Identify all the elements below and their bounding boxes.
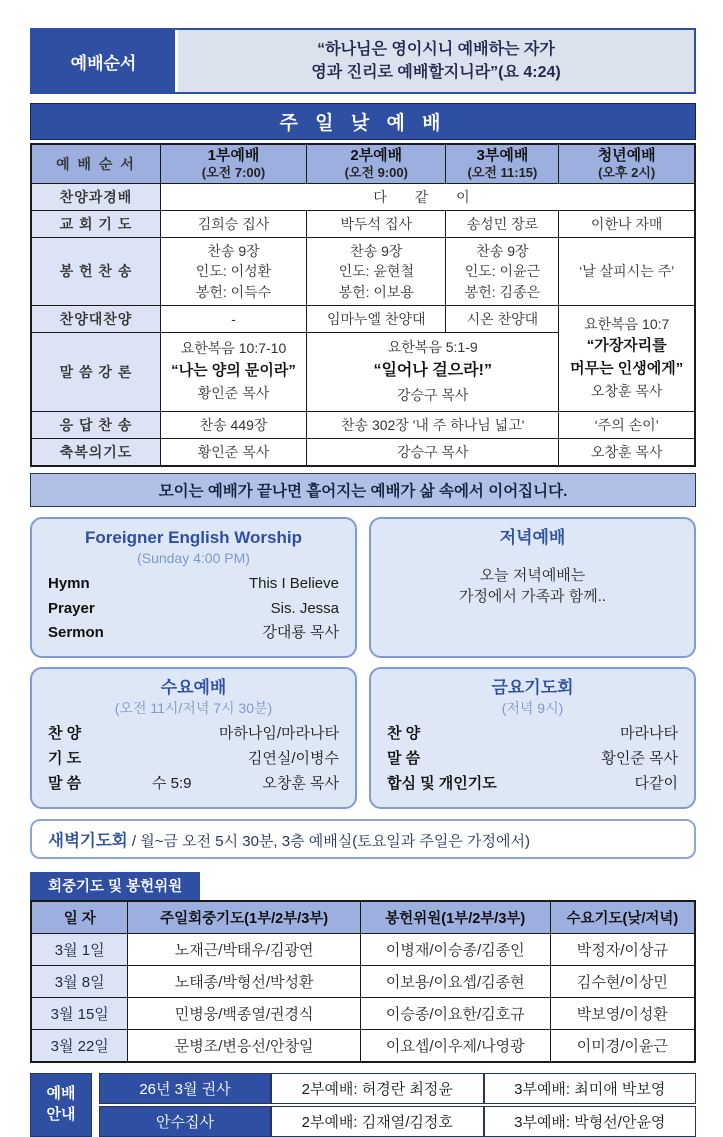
wednesday-prayer-label: 기 도: [48, 750, 82, 768]
dawn-title: 새벽기도회: [48, 831, 128, 850]
prayer-s3: 송성민 장로: [446, 210, 559, 237]
notice-row-1: [99, 1073, 696, 1104]
sermon-s1-scripture: 요한복음 10:7-10: [180, 340, 287, 357]
wednesday-praise-label: 찬 양: [48, 725, 82, 743]
col-service-youth: [559, 144, 695, 183]
notice-row-2: [99, 1106, 696, 1137]
row-praise-all: 다 같 이: [160, 183, 695, 210]
committee-r1-offering: 이병재/이승종/김종인: [360, 933, 550, 965]
offering-s3-line1: 찬송 9장: [476, 242, 529, 259]
committee-row-1: [31, 933, 695, 965]
wednesday-row-praise: [48, 722, 339, 747]
notice-r2-group: 안수집사: [99, 1106, 271, 1137]
youth-scripture: 요한복음 10:7: [584, 315, 670, 332]
notice-r1-service3: 3부예배: 최미애 박보영: [484, 1073, 697, 1104]
offering-s2-line1: 찬송 9장: [350, 242, 403, 259]
committee-col-congregational: 주일회중기도(1부/2부/3부): [128, 901, 360, 934]
friday-praise-label: 찬 양: [387, 725, 421, 743]
prayer-s1: 김희승 집사: [160, 210, 306, 237]
notice-label: [30, 1073, 92, 1137]
notice-r2-service2: 2부예배: 김재열/김정호: [271, 1106, 484, 1137]
quote-line-1: “하나님은 영이시니 예배하는 자가: [317, 41, 555, 58]
response-s23: 찬송 302장 '내 주 하나님 넓고': [307, 411, 559, 438]
sunday-worship-title: 주 일 낮 예 배: [30, 103, 696, 140]
row-prayer-label: 교 회 기 도: [31, 210, 160, 237]
service-1-name: 1부예배: [207, 147, 260, 165]
choir-s2: 임마누엘 찬양대: [307, 305, 446, 332]
table-header-row: [31, 144, 695, 183]
friday-row-united-prayer: [387, 772, 678, 797]
offering-s1-line2: 인도: 이성환: [195, 263, 272, 280]
english-hymn-value: This I Believe: [248, 574, 339, 592]
english-hymn-label: Hymn: [48, 574, 90, 592]
offering-s1-line3: 봉헌: 이득수: [195, 283, 272, 300]
notice-body: [99, 1073, 696, 1137]
evening-body: [387, 565, 678, 609]
committee-r3-wednesday: 박보영/이성환: [550, 997, 695, 1029]
committee-r2-date: 3월 8일: [31, 965, 128, 997]
header-quote: [178, 30, 694, 92]
committee-r2-offering: 이보용/이요셉/김종현: [360, 965, 550, 997]
row-choir-label: 찬양대찬양: [31, 305, 160, 332]
row-offering-label: 봉 헌 찬 송: [31, 237, 160, 305]
wednesday-word-scripture: 수 5:9: [152, 774, 192, 792]
committee-r4-offering: 이요셉/이우제/나영광: [360, 1029, 550, 1062]
friday-united-label: 합심 및 개인기도: [387, 774, 497, 792]
wednesday-word-label: 말 씀: [48, 774, 82, 792]
english-prayer-label: Prayer: [48, 599, 95, 617]
friday-praise-value: 마라나타: [620, 725, 678, 743]
row-sermon-label: 말 씀 강 론: [31, 332, 160, 411]
english-row-prayer: [48, 597, 339, 622]
header: [30, 28, 696, 94]
wednesday-word-value: 오창훈 목사: [262, 774, 339, 792]
committee-r4-date: 3월 22일: [31, 1029, 128, 1062]
youth-preacher: 오창훈 목사: [590, 383, 663, 400]
english-subtitle: (Sunday 4:00 PM): [137, 549, 250, 566]
friday-row-praise: [387, 722, 678, 747]
committee-col-offering: 봉헌위원(1부/2부/3부): [360, 901, 550, 934]
committee-table: [30, 900, 696, 1063]
choir-s3: 시온 찬양대: [446, 305, 559, 332]
committee-section: [30, 859, 696, 1063]
response-s4: ‘주의 손이’: [559, 411, 695, 438]
offering-s3-line2: 인도: 이윤근: [464, 263, 541, 280]
service-3-time: (오전 11:15): [467, 165, 538, 181]
english-prayer-value: Sis. Jessa: [270, 599, 339, 617]
row-benediction-label: 축복의기도: [31, 438, 160, 466]
benediction-s1: 황인준 목사: [160, 438, 306, 466]
notice-r1-group: 26년 3월 권사: [99, 1073, 271, 1104]
service-2-time: (오전 9:00): [344, 165, 408, 181]
choir-s1: -: [160, 305, 306, 332]
english-sermon-label: Sermon: [48, 624, 104, 642]
wednesday-title: 수요예배: [160, 678, 227, 698]
service-youth-time: (오후 2시): [598, 165, 656, 181]
service-youth-name: 청년예배: [597, 147, 656, 165]
row-offering-hymn: [31, 237, 695, 305]
youth-sermon-cell: [559, 305, 695, 411]
offering-s4: ‘날 살피시는 주’: [559, 237, 695, 305]
sermon-s23-title: “일어나 걸으라!”: [373, 362, 492, 380]
card-wednesday-worship: [30, 667, 357, 809]
english-title: Foreigner English Worship: [85, 527, 302, 547]
committee-r4-congregational: 문병조/변응선/안창일: [128, 1029, 360, 1062]
offering-s2-line2: 인도: 윤현철: [338, 263, 414, 280]
row-praise-label: 찬양과경배: [31, 183, 160, 210]
committee-r2-congregational: 노태종/박형선/박성환: [128, 965, 360, 997]
header-title: 예배순서: [32, 30, 178, 92]
message-band: 모이는 예배가 끝나면 흩어지는 예배가 삶 속에서 이어집니다.: [30, 473, 696, 507]
offering-s1-line1: 찬송 9장: [207, 242, 260, 259]
committee-r3-date: 3월 15일: [31, 997, 128, 1029]
sermon-s1-title: “나는 양의 문이라”: [171, 361, 296, 379]
friday-title: 금요기도회: [491, 678, 574, 698]
friday-united-value: 다같이: [634, 774, 678, 792]
card-evening-worship: [369, 517, 696, 659]
committee-r1-congregational: 노재근/박태우/김광연: [128, 933, 360, 965]
committee-row-3: [31, 997, 695, 1029]
notice-label-line1: 예배: [46, 1085, 76, 1103]
sermon-s23: [307, 332, 559, 411]
wednesday-subtitle: (오전 11시/저녁 7시 30분): [114, 700, 273, 717]
english-row-sermon: [48, 621, 339, 646]
wednesday-row-word: [48, 772, 339, 797]
wednesday-row-prayer: [48, 747, 339, 772]
committee-col-wednesday: 수요기도(낮/저녁): [550, 901, 695, 934]
youth-sermon-title-2: 머무는 인생에게”: [570, 359, 684, 377]
service-1-time: (오전 7:00): [201, 165, 266, 181]
committee-row-2: [31, 965, 695, 997]
sunday-worship-table: [30, 143, 696, 466]
committee-col-date: 일 자: [31, 901, 128, 934]
sermon-s1-preacher: 황인준 목사: [197, 385, 270, 402]
wednesday-praise-value: 마하나임/마라나타: [218, 725, 339, 743]
card-friday-prayer: [369, 667, 696, 809]
row-choir: [31, 305, 695, 332]
committee-r1-date: 3월 1일: [31, 933, 128, 965]
row-church-prayer: [31, 210, 695, 237]
prayer-s2: 박두석 집사: [307, 210, 446, 237]
committee-r1-wednesday: 박정자/이상규: [550, 933, 695, 965]
offering-s1: [160, 237, 306, 305]
col-order: 예 배 순 서: [31, 144, 160, 183]
notice-label-line2: 안내: [46, 1105, 76, 1123]
english-row-hymn: [48, 572, 339, 597]
offering-s3-line3: 봉헌: 김종은: [464, 283, 541, 300]
committee-r2-wednesday: 김수현/이상민: [550, 965, 695, 997]
committee-r3-congregational: 민병웅/백종열/권경식: [128, 997, 360, 1029]
evening-line-1: 오늘 저녁예배는: [479, 566, 586, 584]
dawn-prayer-pill: [30, 819, 696, 859]
friday-row-word: [387, 747, 678, 772]
committee-row-4: [31, 1029, 695, 1062]
sermon-s23-scripture: 요한복음 5:1-9: [387, 338, 478, 355]
response-s1: 찬송 449장: [160, 411, 306, 438]
offering-s2: [307, 237, 446, 305]
friday-word-label: 말 씀: [387, 750, 421, 768]
dawn-desc: / 월~금 오전 5시 30분, 3층 예배실(토요일과 주일은 가정에서): [127, 832, 530, 850]
notice-r2-service3: 3부예배: 박형선/안윤영: [484, 1106, 697, 1137]
card-english-worship: [30, 517, 357, 659]
benediction-s23: 강승구 목사: [307, 438, 559, 466]
sermon-s1: [160, 332, 306, 411]
english-sermon-value: 강대룡 목사: [262, 624, 339, 642]
service-3-name: 3부예배: [476, 147, 529, 165]
row-response-hymn: [31, 411, 695, 438]
row-benediction: [31, 438, 695, 466]
evening-title: 저녁예배: [499, 527, 566, 547]
friday-word-value: 황인준 목사: [601, 750, 678, 768]
committee-r3-offering: 이승종/이요한/김호규: [360, 997, 550, 1029]
col-service-3: [446, 144, 559, 183]
service-2-name: 2부예배: [350, 147, 403, 165]
committee-r4-wednesday: 이미경/이윤근: [550, 1029, 695, 1062]
youth-sermon-title-1: “가장자리를: [586, 337, 667, 355]
col-service-1: [160, 144, 306, 183]
col-service-2: [307, 144, 446, 183]
benediction-s4: 오창훈 목사: [559, 438, 695, 466]
offering-s2-line3: 봉헌: 이보용: [338, 283, 414, 300]
evening-line-2: 가정에서 가족과 함께..: [458, 588, 607, 606]
offering-s3: [446, 237, 559, 305]
notice-r1-service2: 2부예배: 허경란 최정윤: [271, 1073, 484, 1104]
prayer-s4: 이한나 자매: [559, 210, 695, 237]
row-praise: [31, 183, 695, 210]
worship-notice: [30, 1073, 696, 1137]
friday-subtitle: (저녁 9시): [501, 700, 564, 717]
committee-header-row: [31, 901, 695, 934]
sermon-s23-preacher: 강승구 목사: [396, 386, 469, 403]
wednesday-prayer-value: 김연실/이병수: [247, 750, 339, 768]
row-response-label: 응 답 찬 송: [31, 411, 160, 438]
service-cards: [30, 517, 696, 809]
committee-tab: 회중기도 및 봉헌위원: [30, 872, 200, 900]
quote-line-2: 영과 진리로 예배할지니라”(요 4:24): [311, 64, 561, 82]
